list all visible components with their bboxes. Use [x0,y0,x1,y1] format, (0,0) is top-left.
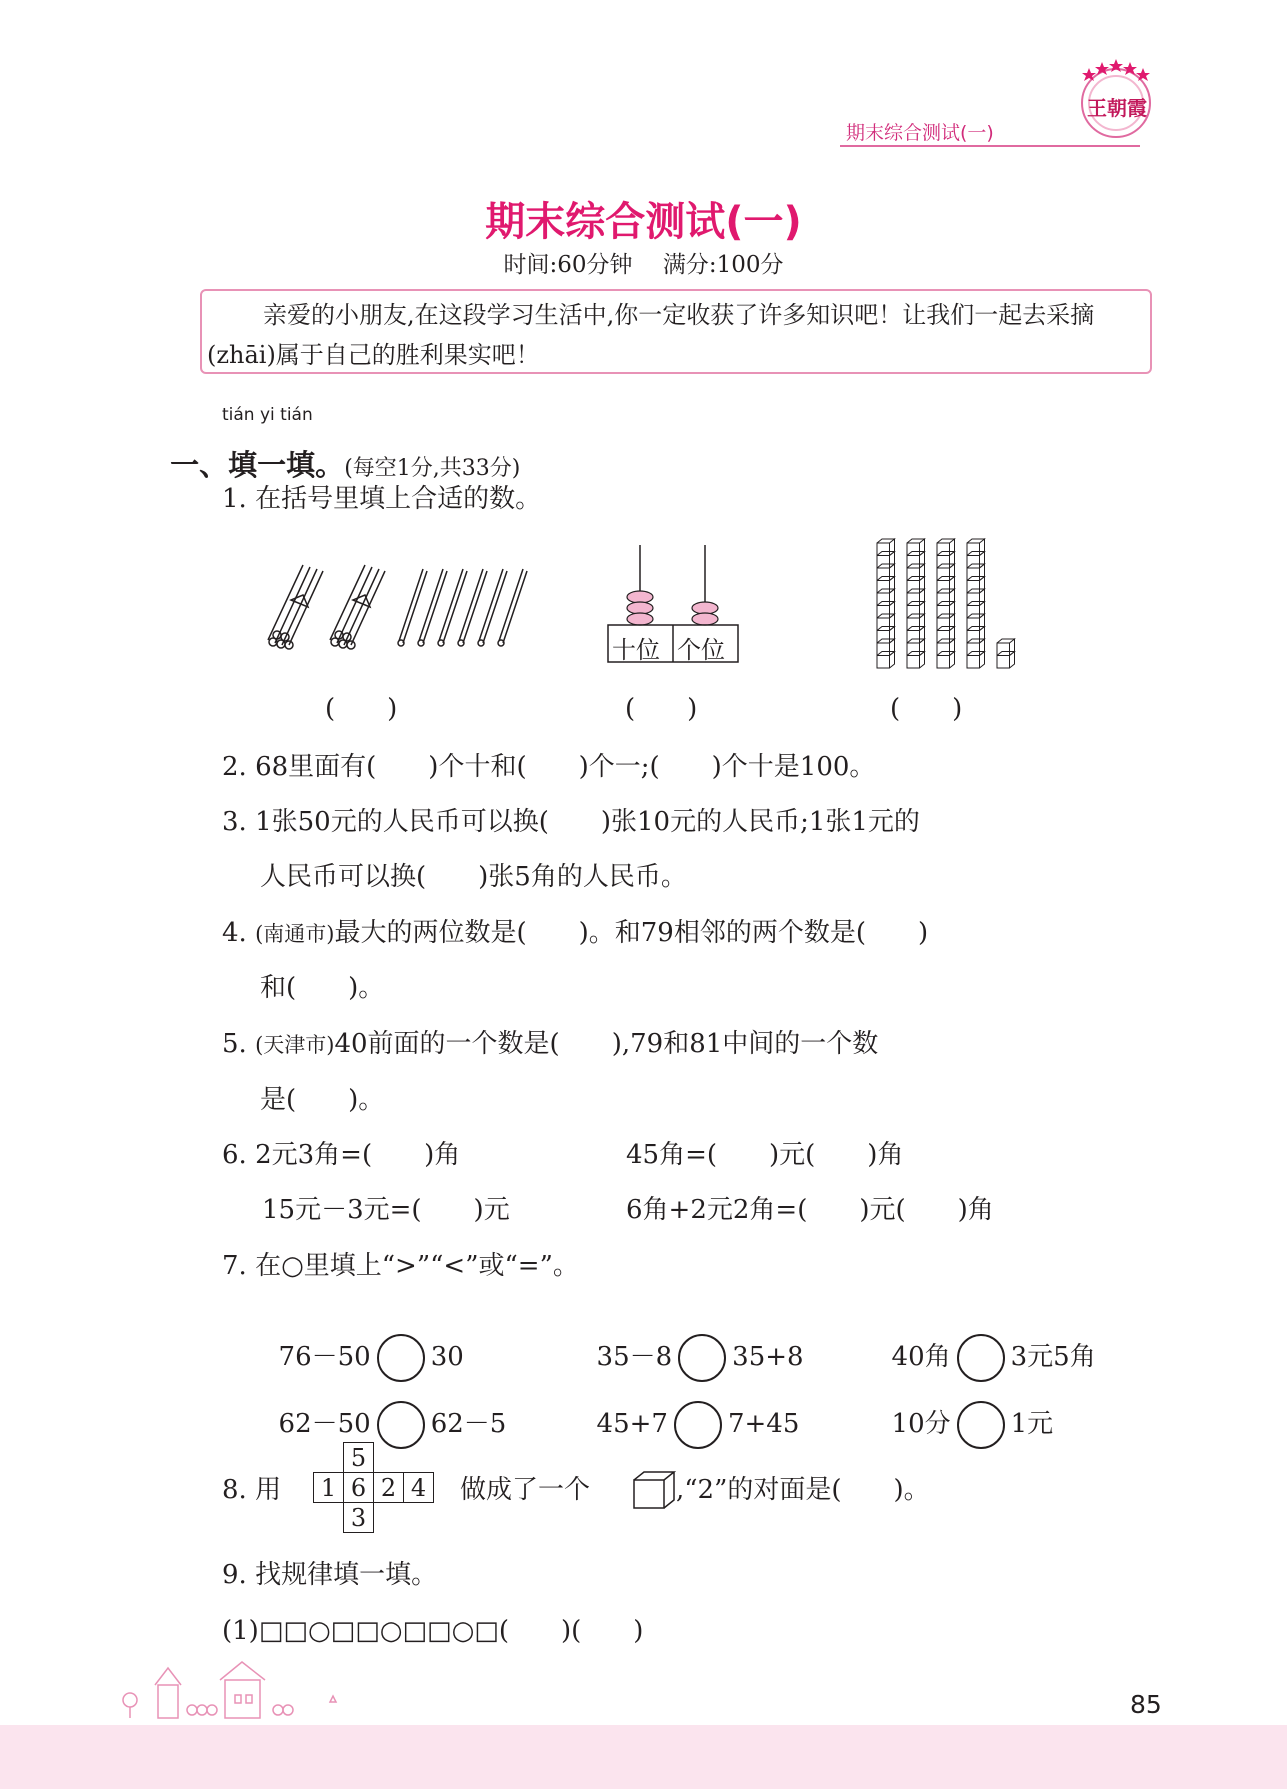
q7-right: 1元 [1010,1409,1054,1439]
q7-right: 35+8 [732,1342,804,1372]
q7-left: 62－50 [278,1409,371,1439]
q5-line-1: 40前面的一个数是( ),79和81中间的一个数 [334,1029,879,1059]
net-cell: 1 [314,1473,344,1503]
q4-line-1-row [222,916,928,951]
q8-suffix: ,“2”的对面是( )。 [676,1475,930,1505]
running-title: 期末综合测试(一) [846,122,994,144]
cubes-figure [872,537,1022,677]
q6-row2-a: 15元－3元=( )元 [262,1195,510,1225]
section-note: (每空1分,共33分) [344,456,521,481]
q6-row1-b: 45角=( )元( )角 [626,1140,904,1170]
q4-number: 4. [222,918,256,948]
q3-line-2: 人民币可以换( )张5角的人民币。 [260,862,687,892]
q7-item-2-2 [580,1371,799,1449]
q1-blank-1: ( ) [325,694,398,724]
header-logo-text: 王朝霞 [1087,96,1147,120]
section-heading-row [160,424,520,484]
q7-right: 7+45 [727,1409,800,1439]
answer-circle[interactable] [957,1401,1005,1449]
q7-item-2-3 [875,1371,1053,1449]
page-number: 85 [1130,1690,1162,1719]
cube-icon [632,1470,676,1514]
q4-line-1: 最大的两位数是( )。和79相邻的两个数是( ) [334,918,929,948]
q8-prefix: 8. 用 [222,1475,282,1505]
q8-middle: 做成了一个 [460,1475,591,1505]
q1-blank-2: ( ) [625,694,698,724]
q7-right: 30 [430,1342,464,1372]
page-title: 期末综合测试(一) [485,199,802,245]
q5-city: (天津市) [255,1033,335,1057]
q5-line-2: 是( )。 [260,1085,385,1115]
section-pinyin: tián yi tián [222,405,313,425]
q6-row2-b: 6角+2元2角=( )元( )角 [626,1195,994,1225]
sticks-bundles-figure [255,555,535,659]
answer-circle[interactable] [674,1401,722,1449]
abacus-label-ones: 个位 [677,636,725,664]
q3-line-1: 3. 1张50元的人民币可以换( )张10元的人民币;1张1元的 [222,807,920,837]
q7-left: 35－8 [596,1342,673,1372]
net-cell: 4 [404,1473,434,1503]
section-heading: 一、填一填。 [170,448,345,482]
q4-city: (南通市) [255,922,335,946]
header-rule [840,145,1140,147]
intro-text: 亲爱的小朋友,在这段学习生活中,你一定收获了许多知识吧！让我们一起去采摘(zhāi)属于自己的胜利果实吧！ [207,301,1095,369]
town-decoration [120,1650,350,1724]
q4-line-2: 和( )。 [260,973,385,1003]
q7-text: 7. 在○里填上“>”“<”或“=”。 [222,1251,579,1281]
net-cell: 5 [344,1443,374,1473]
q7-left: 45+7 [596,1409,668,1439]
q5-number: 5. [222,1029,256,1059]
bottom-band [0,1725,1287,1789]
q7-right: 62－5 [430,1409,507,1439]
q5-line-1-row [222,1027,878,1062]
q7-left: 40角 [891,1342,951,1372]
net-cell: 6 [344,1473,374,1503]
q7-left: 76－50 [278,1342,371,1372]
cube-net [313,1442,434,1533]
q7-item-2-1 [262,1371,506,1449]
q7-left: 10分 [891,1409,951,1439]
abacus-label-tens: 十位 [612,636,660,664]
q1-blank-3: ( ) [890,694,963,724]
q6-row1-a: 6. 2元3角=( )角 [222,1140,461,1170]
net-cell: 2 [374,1473,404,1503]
q9-text: 9. 找规律填一填。 [222,1560,438,1590]
q9-sub1: (1)□□○□□○□□○□( )( ) [222,1616,644,1646]
time-and-score: 时间:60分钟 满分:100分 [503,252,784,278]
q1-text: 1. 在括号里填上合适的数。 [222,484,542,514]
q2-text: 2. 68里面有( )个十和( )个一;( )个十是100。 [222,752,876,782]
net-cell: 3 [344,1503,374,1533]
q7-right: 3元5角 [1010,1342,1096,1372]
